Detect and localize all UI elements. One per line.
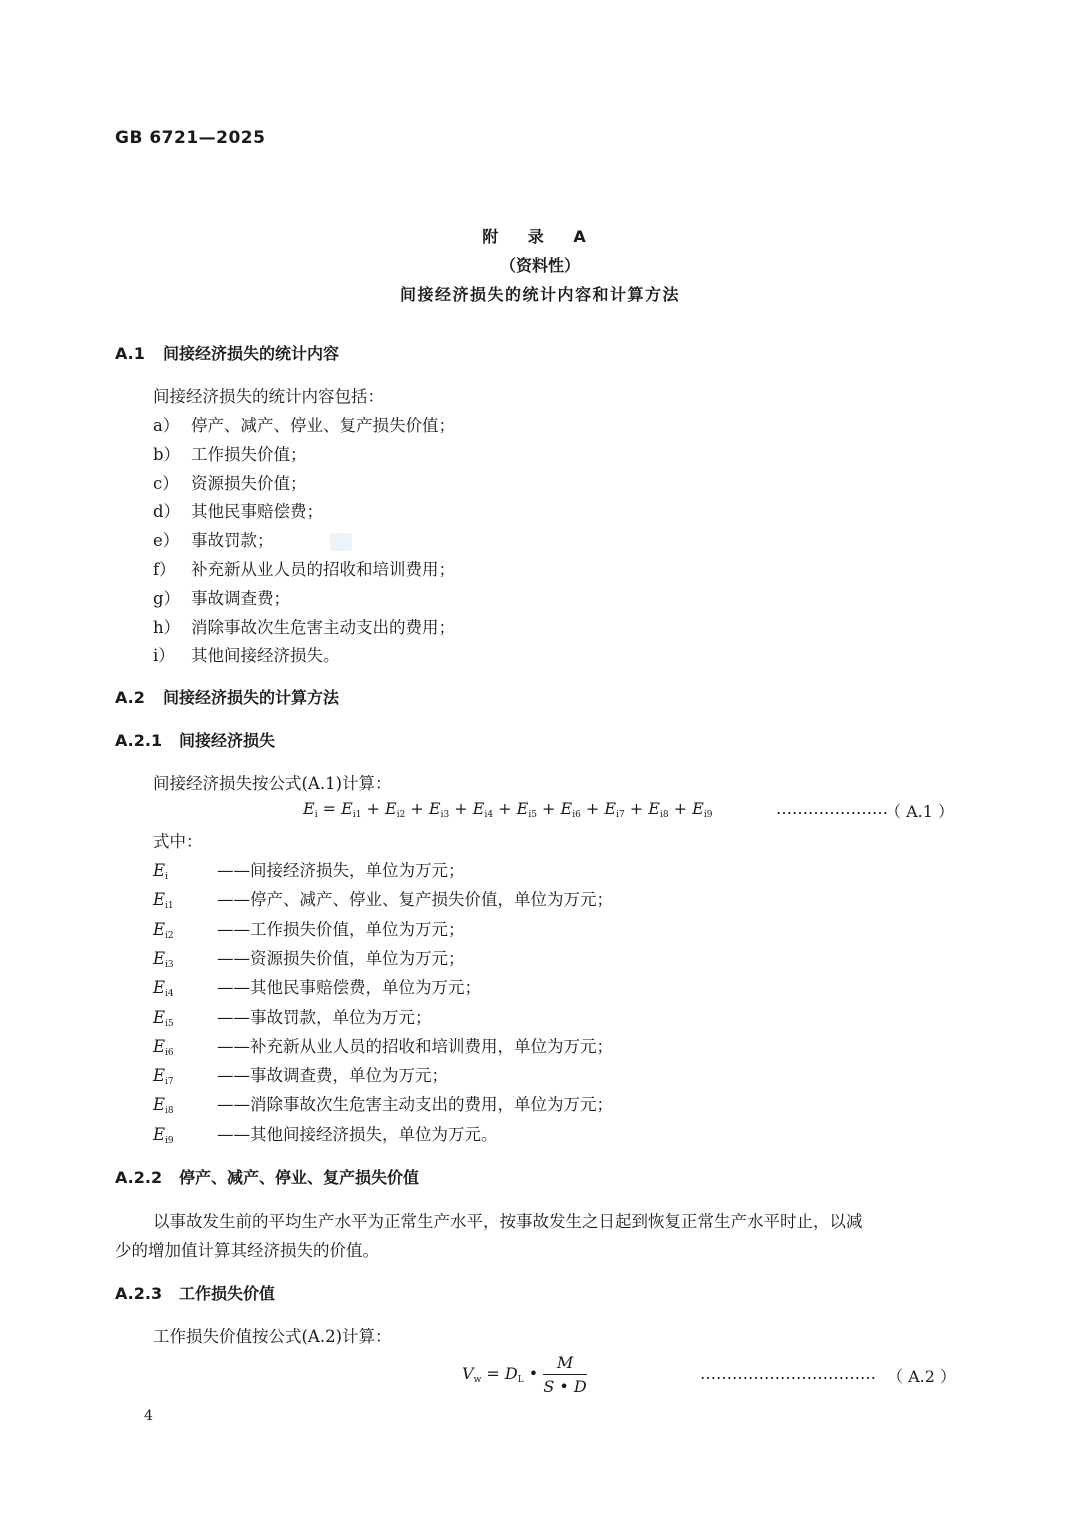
symbol-letter: E [153, 1036, 166, 1056]
definition-symbol [153, 890, 217, 911]
definition-symbol [153, 1095, 217, 1116]
symbol-letter: E [153, 978, 166, 998]
definition-text: ——间接经济损失，单位为万元； [217, 861, 465, 880]
formula-a1-term: E [692, 799, 704, 818]
list-item-text: 其他民事赔偿费； [191, 502, 323, 522]
definition-symbol [153, 920, 217, 941]
formula-a2: $V_w = D_L$ • $\frac{M}{S • D}$ [462, 1353, 587, 1396]
list-item [153, 412, 455, 436]
section-title: 间接经济损失 [179, 731, 276, 750]
definition-text: ——工作损失价值，单位为万元； [217, 919, 465, 939]
symbol-subscript: i3 [165, 959, 174, 970]
formula-a1-term: E [385, 799, 397, 818]
list-item-text: 停产、减产、停业、复产损失价值； [191, 416, 455, 435]
annex-nature: （资料性） [499, 256, 580, 275]
symbol-subscript: i2 [165, 930, 174, 941]
formula-a2-dots: …………………………… [700, 1364, 876, 1383]
list-item-marker: h） [153, 617, 181, 637]
list-item [153, 642, 340, 666]
symbol-letter: E [153, 1066, 166, 1086]
list-item-text: 事故调查费； [191, 588, 290, 608]
symbol-letter: E [153, 890, 166, 910]
formula-a1-term: E [516, 799, 529, 818]
definition-row [153, 916, 465, 941]
symbol-subscript: i1 [165, 901, 174, 912]
section-heading-a22 [115, 1165, 419, 1188]
list-item-marker: b） [153, 444, 181, 464]
formula-a1-term: E [341, 799, 353, 818]
list-item-text: 补充新从业人员的招收和培训费用； [191, 560, 455, 579]
formula-a1-term: E [428, 799, 441, 818]
standard-number: GB 6721—2025 [115, 128, 266, 148]
formula-a1-dots: ………………… [776, 799, 888, 818]
formula-a1-term-sub: i2 [396, 810, 406, 820]
symbol-subscript: i [165, 872, 168, 882]
symbol-letter: E [153, 1124, 166, 1144]
definition-row [153, 1004, 432, 1029]
formula-a1-term: E [648, 799, 660, 818]
definition-row [153, 1121, 498, 1146]
a21-intro: 间接经济损失按公式(A.1)计算： [153, 774, 392, 793]
list-item-text: 消除事故次生危害主动支出的费用； [191, 617, 455, 637]
list-item [153, 498, 323, 522]
formula-a1-label: （ A.1 ） [885, 802, 954, 821]
section-heading-a1 [115, 341, 339, 364]
symbol-letter: E [153, 948, 166, 968]
formula-a2-fraction [543, 1353, 586, 1396]
formula-a2-label: （ A.2 ） [887, 1367, 956, 1386]
formula-a1-term-sub: i8 [659, 810, 669, 820]
definition-row [153, 857, 465, 882]
symbol-letter: E [153, 861, 166, 880]
formula-a1-term-sub: i6 [572, 810, 581, 820]
definition-row [153, 945, 465, 970]
section-number: A.2.2 [115, 1168, 163, 1187]
section-number: A.2.3 [115, 1284, 163, 1303]
list-item-text: 事故罚款； [191, 531, 274, 551]
formula-a2-lhs: V [462, 1364, 474, 1383]
list-item-text: 资源损失价值； [191, 473, 307, 493]
definition-row [153, 1091, 613, 1116]
list-item-marker: f） [153, 560, 176, 579]
definition-row [153, 886, 613, 911]
definition-row [153, 1033, 613, 1058]
list-item-marker: a） [153, 416, 180, 435]
definition-row [153, 1062, 448, 1087]
list-item [153, 556, 455, 580]
section-heading-a2 [115, 685, 339, 708]
list-item-marker: d） [153, 502, 181, 522]
a1-intro: 间接经济损失的统计内容包括： [153, 387, 384, 406]
section-number: A.2.1 [115, 731, 163, 750]
definition-text: ——补充新从业人员的招收和培训费用，单位为万元； [217, 1036, 613, 1056]
formula-a1: $E_i = E_{i1} + E_{i2} + E_{i3} + E_{i4} + E_{i5} + E_{i6} + E_{i7} + E_{i8} + E_{i9}$ [303, 799, 713, 820]
symbol-subscript: i9 [165, 1135, 174, 1146]
section-heading-a23 [115, 1281, 275, 1304]
symbol-letter: E [153, 1007, 166, 1027]
list-item [153, 585, 290, 609]
definition-symbol [153, 1037, 217, 1058]
formula-a1-lhs: E [303, 799, 315, 818]
where-label: 式中： [153, 832, 203, 851]
watermark-logo [330, 533, 352, 551]
definition-text: ——事故调查费，单位为万元； [217, 1066, 448, 1086]
definition-text: ——其他间接经济损失，单位为万元。 [217, 1124, 498, 1144]
symbol-letter: E [153, 919, 166, 939]
section-title: 间接经济损失的统计内容 [163, 344, 340, 363]
list-item-text: 其他间接经济损失。 [191, 646, 340, 666]
definition-symbol [153, 1066, 217, 1087]
formula-a1-term: E [560, 799, 573, 818]
section-title: 工作损失价值 [179, 1284, 276, 1303]
symbol-subscript: i4 [165, 989, 174, 1000]
definition-text: ——资源损失价值，单位为万元； [217, 948, 465, 968]
section-title: 间接经济损失的计算方法 [163, 688, 340, 707]
definition-symbol [153, 978, 217, 999]
symbol-letter: E [153, 1095, 166, 1115]
definition-symbol [153, 861, 217, 882]
section-number: A.1 [115, 344, 145, 363]
list-item [153, 614, 455, 638]
annex-name: 间接经济损失的统计内容和计算方法 [399, 285, 680, 304]
list-item-marker: c） [153, 473, 179, 493]
list-item [153, 441, 307, 465]
formula-a1-term: E [472, 799, 485, 818]
formula-a2-denominator: S • D [543, 1377, 587, 1396]
annex-title: 附 录 A [482, 227, 598, 246]
a22-paragraph-line1: 以事故发生前的平均生产水平为正常生产水平，按事故发生之日起到恢复正常生产水平时止，以减 [153, 1212, 863, 1231]
definition-text: ——事故罚款，单位为万元； [217, 1007, 432, 1027]
section-title: 停产、减产、停业、复产损失价值 [179, 1168, 420, 1187]
list-item-marker: e） [153, 531, 180, 551]
formula-a1-term: E [604, 799, 617, 818]
definition-symbol [153, 1125, 217, 1146]
formula-a2-lhs-sub: w [473, 1375, 482, 1385]
list-item-text: 工作损失价值； [191, 444, 307, 464]
formula-a1-term-sub: i4 [484, 810, 494, 820]
list-item-marker: g） [153, 588, 181, 608]
formula-a1-term-sub: i3 [440, 810, 450, 820]
a22-paragraph-line2: 少的增加值计算其经济损失的价值。 [115, 1241, 379, 1260]
definition-text: ——消除事故次生危害主动支出的费用，单位为万元； [217, 1095, 613, 1115]
section-number: A.2 [115, 688, 145, 707]
symbol-subscript: i7 [165, 1077, 174, 1088]
definition-row [153, 974, 481, 999]
list-item [153, 470, 307, 494]
definition-text: ——停产、减产、停业、复产损失价值，单位为万元； [217, 890, 613, 910]
formula-a2-factor-sub: L [517, 1375, 524, 1385]
list-item-marker: i） [153, 646, 175, 666]
symbol-subscript: i8 [165, 1106, 174, 1117]
symbol-subscript: i6 [165, 1047, 174, 1058]
formula-a1-lhs-sub: i [314, 810, 318, 820]
definition-symbol [153, 949, 217, 970]
page-number: 4 [144, 1408, 153, 1424]
section-heading-a21 [115, 728, 275, 751]
formula-a1-term-sub: i9 [703, 810, 713, 820]
list-item [153, 527, 274, 551]
formula-a1-term-sub: i5 [528, 810, 537, 820]
a23-intro: 工作损失价值按公式(A.2)计算： [153, 1327, 392, 1346]
definition-symbol [153, 1008, 217, 1029]
formula-a1-term-sub: i1 [352, 810, 362, 820]
definition-text: ——其他民事赔偿费，单位为万元； [217, 978, 481, 998]
formula-a1-term-sub: i7 [616, 810, 625, 820]
symbol-subscript: i5 [165, 1018, 174, 1029]
formula-a2-factor: D [504, 1364, 518, 1383]
formula-a2-numerator: M [543, 1353, 586, 1375]
